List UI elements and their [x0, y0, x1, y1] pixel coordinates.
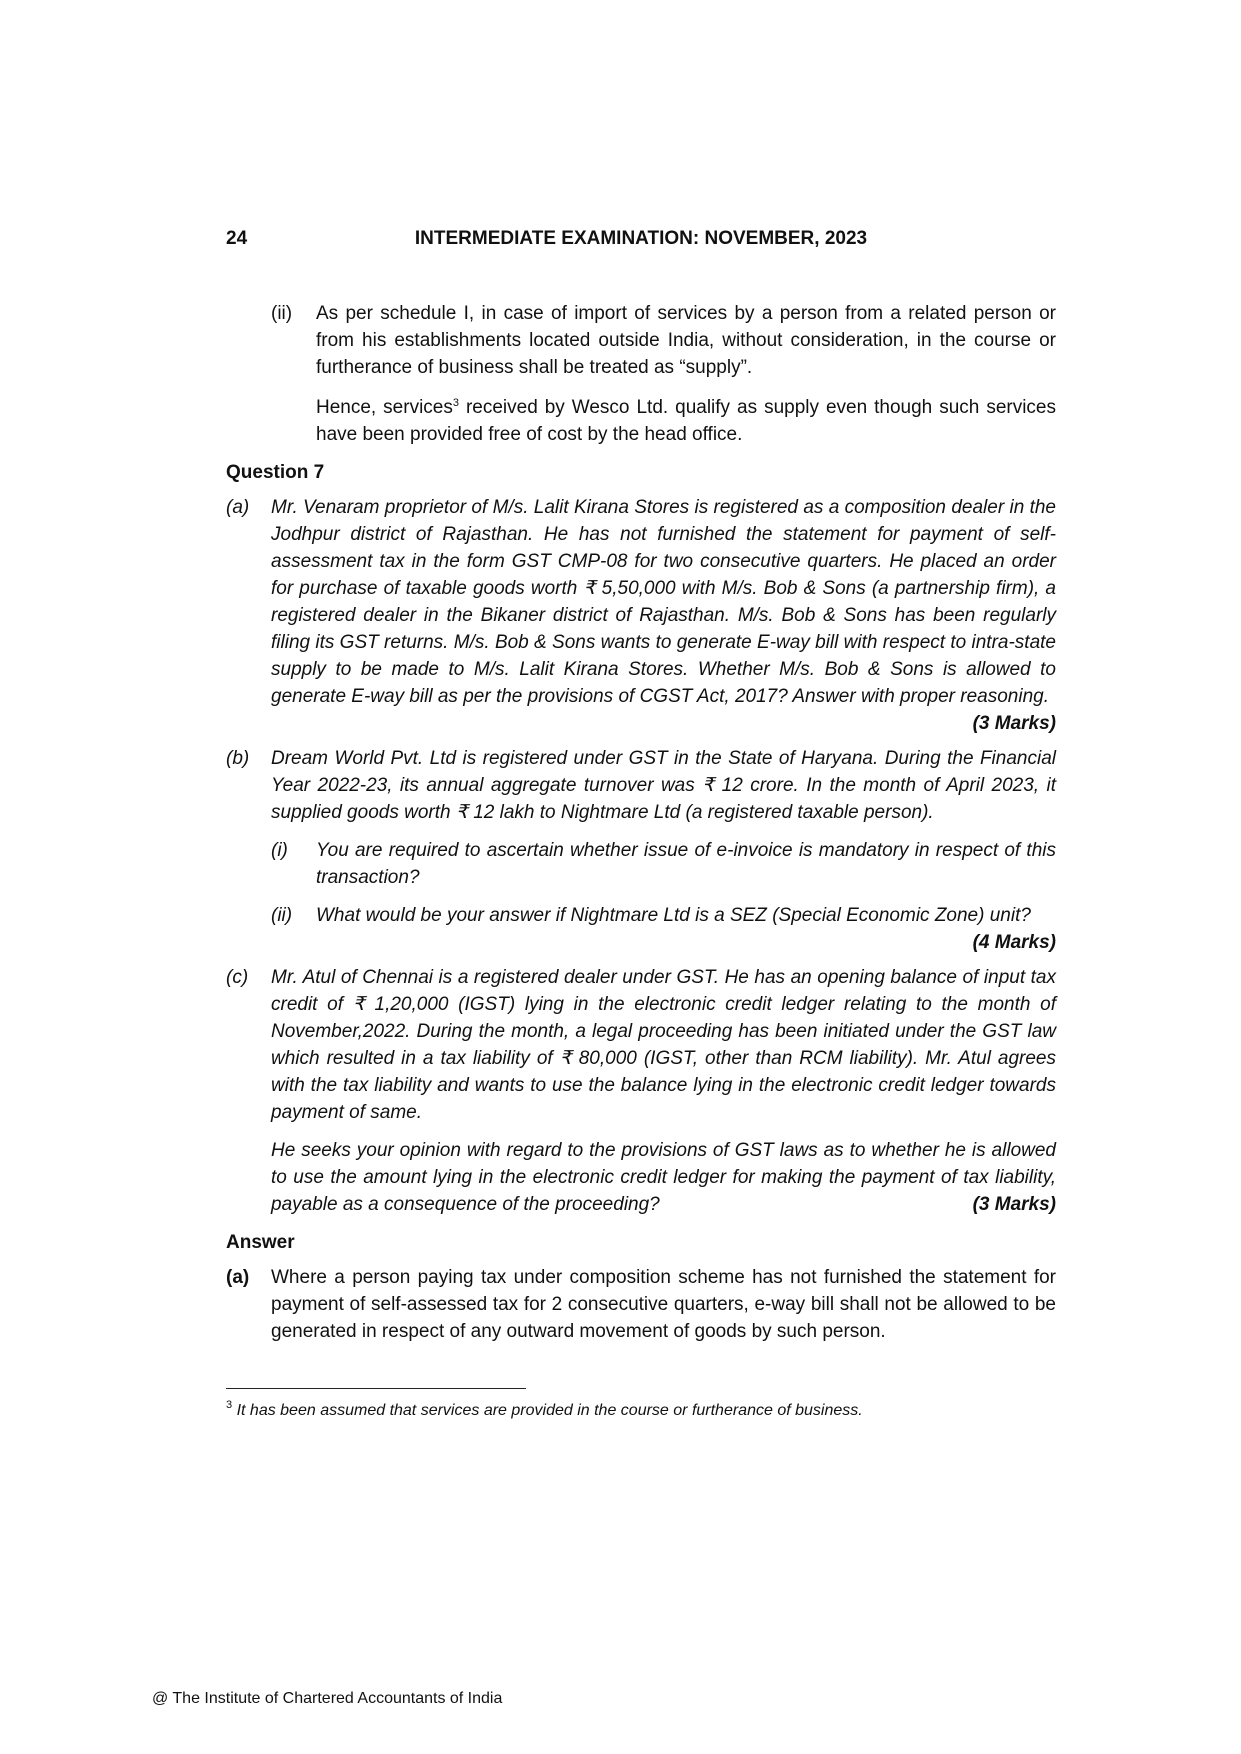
question-c-text2: He seeks your opinion with regard to the provisions of GST laws as to whether he is allowed to use the amount lying in the electronic credit ledger for making the payment of tax liability, payable as a consequence of the proceeding? — [271, 1140, 1056, 1215]
question-b-ii-label: (ii) — [271, 905, 293, 926]
question-a-marks: (3 Marks) — [972, 713, 1056, 734]
question-b-text: Dream World Pvt. Ltd is registered under GST in the State of Haryana. During the Financial Year 2022-23, its annual aggregate turnover was ₹ 12 crore. In the month of April 2023, it supplied goods worth ₹ 12 lakh to Nightmare Ltd (a registered taxable person). — [271, 748, 1056, 823]
question-a — [226, 494, 1056, 737]
question-a-label: (a) — [226, 497, 250, 518]
running-title: INTERMEDIATE EXAMINATION: NOVEMBER, 2023 — [414, 228, 868, 249]
page-number: 24 — [226, 228, 248, 249]
hence-text: Hence, services — [316, 397, 453, 418]
question-c-text: Mr. Atul of Chennai is a registered dealer under GST. He has an opening balance of input tax credit of ₹ 1,20,000 (IGST) lying in the electronic credit ledger relating to the month of November,2022. During the month, a legal proceeding has been initiated under the GST law which resulted in a tax liability of ₹ 80,000 (IGST, other than RCM liability). Mr. Atul agrees with the tax liability and wants to use the balance lying in the electronic credit ledger towards payment of same. — [271, 967, 1056, 1123]
question-b-ii-text: What would be your answer if Nightmare Ltd is a SEZ (Special Economic Zone) unit? — [316, 905, 1031, 926]
footnote-marker: 3 — [226, 1399, 233, 1411]
question-c-marks: (3 Marks) — [972, 1194, 1056, 1215]
answer-heading: Answer — [226, 1232, 295, 1253]
question-c — [226, 964, 1056, 1126]
question-b-ii-body — [316, 902, 1056, 956]
footnote-text: It has been assumed that services are provided in the course or furtherance of business. — [236, 1402, 863, 1419]
footnote-ref: 3 — [452, 397, 459, 409]
footnote-divider — [226, 1388, 526, 1389]
answer-a — [226, 1264, 1056, 1345]
hence-text-rest: received by Wesco Ltd. qualify as supply even though such services have been provided free of cost by the head office. — [316, 397, 1056, 445]
question-b-i — [226, 837, 1056, 891]
page-body — [226, 300, 1056, 1345]
page-footer: @ The Institute of Chartered Accountants of India — [152, 1690, 503, 1707]
question-b-i-label: (i) — [271, 840, 288, 861]
answer-a-text: Where a person paying tax under composition scheme has not furnished the statement for payment of self-assessed tax for 2 consecutive quarters, e-way bill shall not be allowed to be generated in respect of any outward movement of goods by such person. — [271, 1267, 1056, 1342]
question-b-label: (b) — [226, 748, 250, 769]
question-a-body — [271, 494, 1056, 737]
question-b — [226, 745, 1056, 826]
footnote — [226, 1400, 1056, 1422]
question-heading: Question 7 — [226, 462, 325, 483]
prev-answer-item-ii — [226, 300, 1056, 381]
item-label: (ii) — [271, 303, 293, 324]
answer-a-label: (a) — [226, 1267, 250, 1288]
item-text: As per schedule I, in case of import of services by a person from a related person or from his establishments located outside India, without consideration, in the course or furtherance of business shall be treated as “supply”. — [316, 303, 1056, 378]
page-header — [226, 228, 1056, 258]
question-a-text: Mr. Venaram proprietor of M/s. Lalit Kirana Stores is registered as a composition dealer in the Jodhpur district of Rajasthan. He has not furnished the statement for payment of self-assessment tax in the form GST CMP-08 for two consecutive quarters. He placed an order for purchase of taxable goods worth ₹ 5,50,000 with M/s. Bob & Sons (a partnership firm), a registered dealer in the Bikaner district of Rajasthan. M/s. Bob & Sons has been regularly filing its GST returns. M/s. Bob & Sons wants to generate E-way bill with respect to intra-state supply to be made to M/s. Lalit Kirana Stores. Whether M/s. Bob & Sons is allowed to generate E-way bill as per the provisions of CGST Act, 2017? Answer with proper reasoning. — [271, 497, 1056, 707]
question-c-continued — [271, 1137, 1056, 1218]
prev-answer-hence — [316, 394, 1056, 448]
question-c-label: (c) — [226, 967, 249, 988]
question-b-i-text: You are required to ascertain whether issue of e-invoice is mandatory in respect of this transaction? — [316, 840, 1056, 888]
question-b-marks: (4 Marks) — [972, 932, 1056, 953]
question-b-ii — [226, 902, 1056, 956]
